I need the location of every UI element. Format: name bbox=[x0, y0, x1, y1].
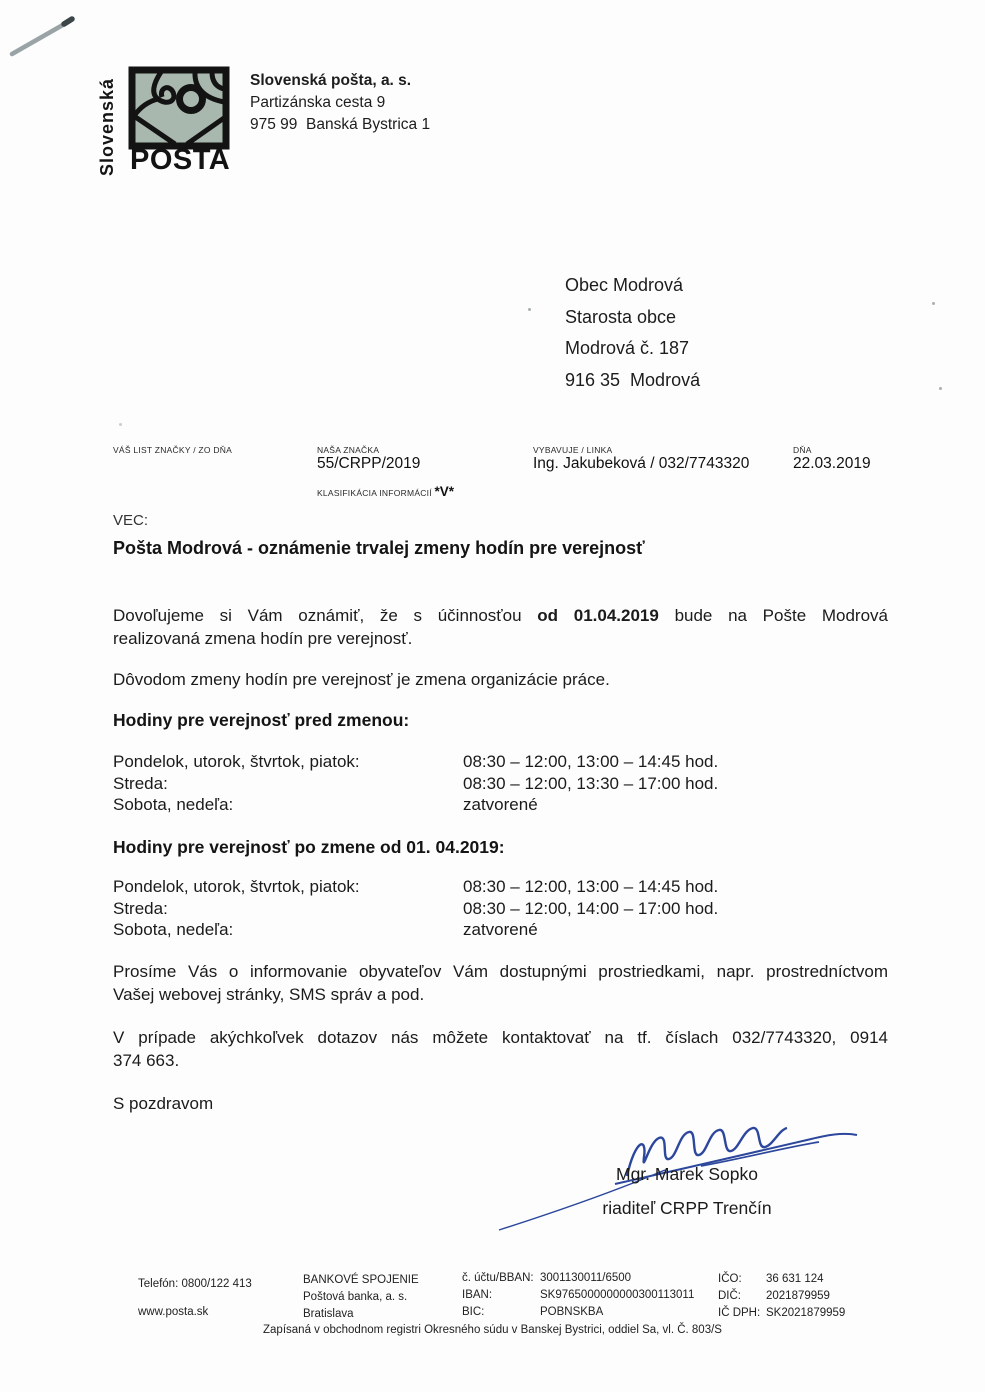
row-days: Pondelok, utorok, štvrtok, piatok: bbox=[113, 752, 360, 771]
table-row bbox=[113, 794, 888, 816]
ref-your-mark-label: VÁŠ LIST ZNAČKY / ZO DŇA bbox=[113, 445, 233, 455]
footer-dic-row bbox=[718, 1288, 845, 1305]
hours-after-table bbox=[113, 876, 888, 941]
table-row bbox=[113, 898, 888, 920]
footer-bank-heading: BANKOVÉ SPOJENIE bbox=[303, 1274, 419, 1286]
ico-value: 36 631 124 bbox=[766, 1273, 824, 1285]
recipient-line: Modrová č. 187 bbox=[565, 338, 690, 358]
ref-classification-label: KLASIFIKÁCIA INFORMÁCIÍ bbox=[317, 488, 432, 498]
hours-before-table bbox=[113, 751, 888, 816]
recipient-address-block bbox=[565, 270, 700, 396]
ref-date-label: DŇA bbox=[793, 445, 812, 455]
row-time: zatvorené bbox=[463, 920, 538, 939]
ref-handler bbox=[533, 445, 749, 473]
ref-handler-value: Ing. Jakubeková / 032/7743320 bbox=[533, 455, 750, 472]
ico-label: IČO: bbox=[718, 1273, 742, 1285]
paragraph-inform-citizens bbox=[113, 960, 888, 1006]
hours-before-heading: Hodiny pre verejnosť pred zmenou: bbox=[113, 710, 410, 730]
scan-speck bbox=[939, 387, 942, 390]
footer-phone: Telefón: 0800/122 413 bbox=[138, 1278, 252, 1290]
p1-text: bude na Pošte Modrová bbox=[674, 606, 888, 625]
logo-word-posta: POŠTA bbox=[130, 144, 231, 176]
table-row bbox=[113, 751, 888, 773]
icdph-value: SK2021879959 bbox=[766, 1307, 846, 1319]
paragraph-contact bbox=[113, 1026, 888, 1072]
p4-line1: V prípade akýchkoľvek dotazov nás môžete kontaktovať na tf. číslach 032/7743320, 0914 bbox=[113, 1028, 888, 1047]
subject-label: VEC: bbox=[113, 512, 149, 529]
ref-our-mark-value: 55/CRPP/2019 bbox=[317, 455, 421, 472]
company-address-block bbox=[250, 70, 430, 136]
signatory-name: Mgr. Marek Sopko bbox=[616, 1164, 758, 1184]
account-label: č. účtu/BBAN: bbox=[462, 1272, 534, 1284]
ref-your-mark bbox=[113, 445, 232, 455]
footer-bank-block bbox=[303, 1272, 419, 1323]
signatory-title: riaditeľ CRPP Trenčín bbox=[602, 1198, 772, 1218]
paragraph-announcement bbox=[113, 604, 888, 650]
footer-iban-row bbox=[462, 1287, 694, 1304]
account-value: 3001130011/6500 bbox=[540, 1272, 632, 1284]
p3-line2: Vašej webovej stránky, SMS správ a pod. bbox=[113, 985, 425, 1004]
row-time: 08:30 – 12:00, 14:00 – 17:00 hod. bbox=[463, 898, 719, 918]
p3-line1: Prosíme Vás o informovanie obyvateľov Vám dostupnými prostriedkami, napr. prostredníctvom bbox=[113, 962, 888, 981]
footer-register-line: Zapísaná v obchodnom registri Okresného súdu v Banskej Bystrici, oddiel Sa, vl. Č. 803/S bbox=[263, 1324, 722, 1336]
row-time: zatvorené bbox=[463, 795, 538, 814]
posthorn-square-icon bbox=[128, 66, 230, 150]
iban-label: IBAN: bbox=[462, 1289, 493, 1301]
p4-line2: 374 663. bbox=[113, 1051, 180, 1070]
p1-text: Dovoľujeme si Vám oznámiť, že s účinnosťou bbox=[113, 606, 522, 625]
dic-label: DIČ: bbox=[718, 1290, 741, 1302]
paragraph-reason: Dôvodom zmeny hodín pre verejnosť je zmena organizácie práce. bbox=[113, 670, 610, 689]
dic-value: 2021879959 bbox=[766, 1290, 830, 1302]
company-name: Slovenská pošta, a. s. bbox=[250, 72, 412, 89]
scan-speck bbox=[119, 423, 122, 426]
iban-value: SK9765000000000300113011 bbox=[540, 1289, 695, 1301]
table-row bbox=[113, 773, 888, 795]
row-time: 08:30 – 12:00, 13:00 – 14:45 hod. bbox=[463, 877, 719, 896]
table-row bbox=[113, 876, 888, 898]
footer-account-row bbox=[462, 1270, 694, 1287]
ref-classification-value: *V* bbox=[434, 484, 454, 499]
bic-label: BIC: bbox=[462, 1306, 485, 1318]
logo-vertical-brand-text: Slovenská bbox=[97, 77, 117, 176]
row-days: Sobota, nedeľa: bbox=[113, 920, 234, 939]
footer-bank-city: Bratislava bbox=[303, 1308, 354, 1320]
scan-speck bbox=[932, 302, 935, 305]
row-days: Streda: bbox=[113, 773, 168, 793]
footer-icdph-row bbox=[718, 1305, 845, 1322]
footer-website: www.posta.sk bbox=[138, 1306, 209, 1318]
footer-registry-block bbox=[718, 1271, 845, 1322]
ref-handler-label: VYBAVUJE / LINKA bbox=[533, 445, 613, 455]
scan-speck bbox=[528, 308, 531, 311]
paragraph-announcement-line1 bbox=[113, 604, 888, 627]
closing-salutation: S pozdravom bbox=[113, 1094, 214, 1113]
row-time: 08:30 – 12:00, 13:30 – 17:00 hod. bbox=[463, 773, 719, 793]
ref-our-mark-label: NAŠA ZNAČKA bbox=[317, 445, 380, 455]
paragraph-announcement-line2: realizovaná zmena hodín pre verejnosť. bbox=[113, 629, 413, 648]
row-days: Pondelok, utorok, štvrtok, piatok: bbox=[113, 877, 360, 896]
recipient-line: Obec Modrová bbox=[565, 275, 684, 295]
icdph-label: IČ DPH: bbox=[718, 1307, 761, 1319]
row-time: 08:30 – 12:00, 13:00 – 14:45 hod. bbox=[463, 752, 719, 771]
subject-title: Pošta Modrová - oznámenie trvalej zmeny hodín pre verejnosť bbox=[113, 538, 645, 558]
recipient-line: 916 35 Modrová bbox=[565, 369, 701, 390]
p1-effective-date: od 01.04.2019 bbox=[537, 606, 659, 625]
footer-bank-name: Poštová banka, a. s. bbox=[303, 1291, 408, 1303]
company-street: Partizánska cesta 9 bbox=[250, 94, 386, 111]
hours-after-heading: Hodiny pre verejnosť po zmene od 01. 04.2019: bbox=[113, 837, 505, 857]
footer-ico-row bbox=[718, 1271, 845, 1288]
footer-bic-row bbox=[462, 1304, 694, 1321]
ref-classification bbox=[317, 484, 454, 499]
footer-account-block bbox=[462, 1270, 694, 1321]
bic-value: POBNSKBA bbox=[540, 1306, 604, 1318]
ref-date bbox=[793, 445, 871, 473]
ref-date-value: 22.03.2019 bbox=[793, 455, 871, 472]
scan-pen-mark-icon bbox=[6, 6, 86, 62]
table-row bbox=[113, 919, 888, 941]
recipient-line: Starosta obce bbox=[565, 306, 677, 327]
row-days: Sobota, nedeľa: bbox=[113, 795, 234, 814]
ref-our-mark bbox=[317, 445, 454, 499]
row-days: Streda: bbox=[113, 898, 168, 918]
company-city: 975 99 Banská Bystrica 1 bbox=[250, 116, 431, 133]
